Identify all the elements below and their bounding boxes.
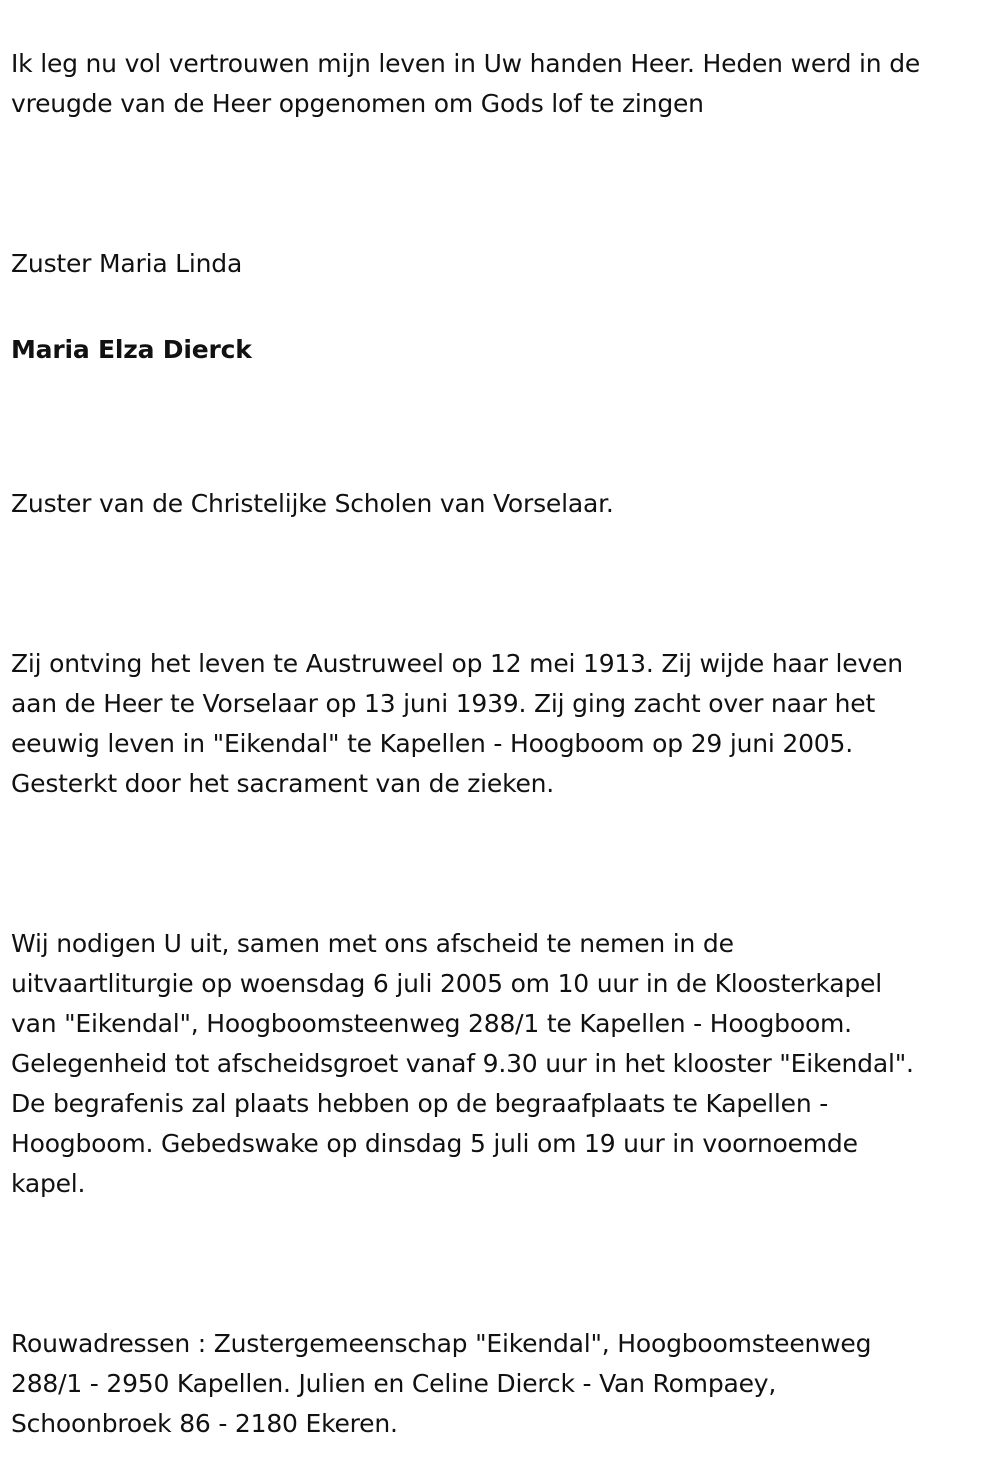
spacer: [11, 1244, 996, 1284]
addresses-text: Rouwadressen : Zustergemeenschap "Eikendal", Hoogboomsteenweg 288/1 - 2950 Kapellen. Julien en Celine Dierck - Van Rompaey, Schoonbroek 86 - 2180 Ekeren.: [11, 1329, 872, 1438]
obituary-document: [11, 4, 996, 1484]
spacer: [11, 844, 996, 884]
full-name: Maria Elza Dierck: [11, 335, 252, 364]
spacer: [11, 164, 996, 204]
religious-name: Zuster Maria Linda: [11, 249, 243, 278]
life-dates-text: Zij ontving het leven te Austruweel op 12 mei 1913. Zij wijde haar leven aan de Heer te Vorselaar op 13 juni 1939. Zij ging zacht over naar het eeuwig leven in "Eikendal" te Kapellen - Hoogboom op 29 juni 2005. Gesterkt door het sacrament van de zieken.: [11, 649, 903, 798]
congregation-text: Zuster van de Christelijke Scholen van Vorselaar.: [11, 489, 614, 518]
spacer: [11, 564, 996, 604]
intro-text: Ik leg nu vol vertrouwen mijn leven in Uw handen Heer. Heden werd in de vreugde van de Heer opgenomen om Gods lof te zingen: [11, 49, 921, 118]
spacer: [11, 410, 996, 450]
funeral-info-text: Wij nodigen U uit, samen met ons afscheid te nemen in de uitvaartliturgie op woensdag 6 juli 2005 om 10 uur in de Kloosterkapel van "Eikendal", Hoogboomsteenweg 288/1 te Kapellen - Hoogboom. Gelegenheid tot afscheidsgroet vanaf 9.30 uur in het klooster "Eikendal". De begrafenis zal plaats hebben op de begraafplaats te Kapellen - Hoogboom. Gebedswake op dinsdag 5 juli om 19 uur in voornoemde kapel.: [11, 929, 914, 1198]
